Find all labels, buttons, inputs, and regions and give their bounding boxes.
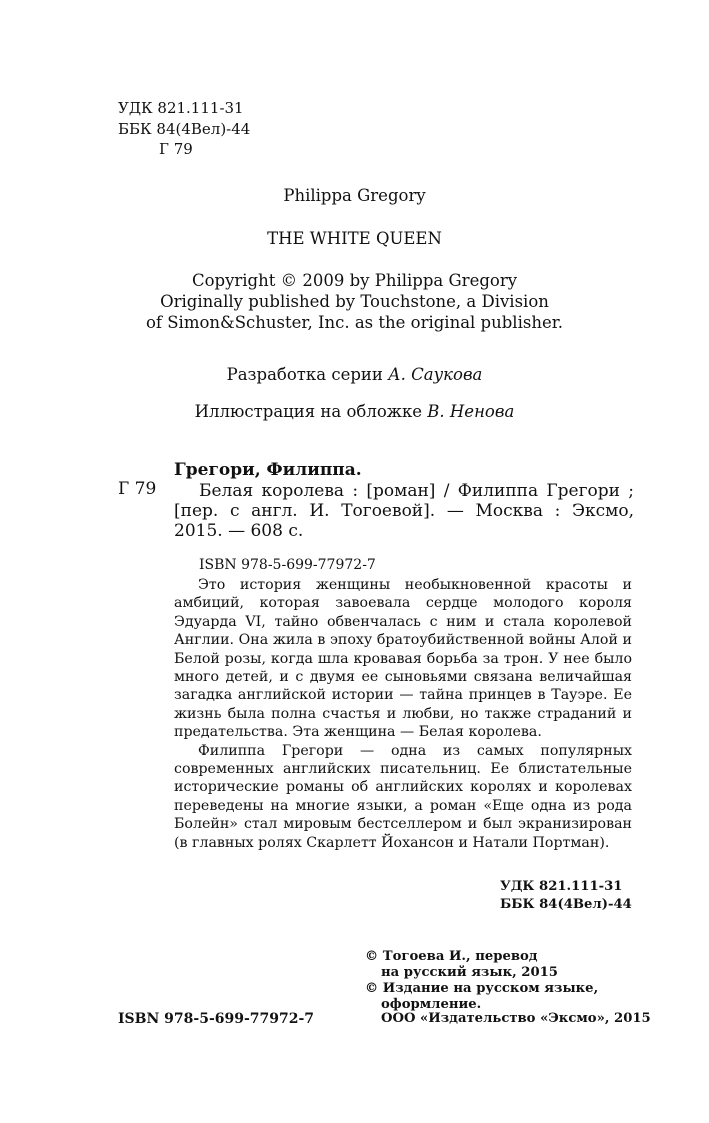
copyright-edition-1: © Издание на русском языке,	[365, 981, 599, 996]
udk-code: УДК 821.111-31	[118, 99, 244, 117]
copyright-line-1: Copyright © 2009 by Philippa Gregory	[191, 271, 518, 290]
bbk-code-bottom: ББК 84(4Вел)-44	[500, 897, 632, 912]
copyright-edition-3: ООО «Издательство «Эксмо», 2015	[381, 1011, 651, 1026]
original-title: THE WHITE QUEEN	[267, 229, 442, 248]
annotation-paragraph-2: Филиппа Грегори — одна из самых популярных современных английских писательниц. Ее блистательные исторические романы об английских королях и королевах переведены на многие языки, а роман «Еще одна из рода Болейн» стал мировым бестселлером и был экранизирован (в главных ролях Скарлетт Йохансон и Натали Портман).	[174, 742, 632, 851]
udk-code-bottom: УДК 821.111-31	[500, 879, 623, 894]
series-credit-name: А. Саукова	[388, 365, 483, 384]
cover-credit-name: В. Ненова	[427, 402, 515, 421]
bib-line-3: 2015. — 608 с.	[174, 521, 304, 541]
annotation	[174, 576, 632, 852]
series-credit-label: Разработка серии	[226, 365, 383, 384]
bib-line-1: Белая королева : [роман] / Филиппа Грегори ;	[199, 481, 634, 501]
original-author: Philippa Gregory	[283, 186, 426, 205]
footer-isbn: ISBN 978-5-699-77972-7	[118, 1011, 315, 1027]
bib-mark: Г 79	[118, 479, 157, 499]
annotation-paragraph-1: Это история женщины необыкновенной красоты и амбиций, которая завоевала сердце молодого короля Эдуарда VI, тайно обвенчалась с ним и стала королевой Англии. Она жила в эпоху братоубийственной войны Алой и Белой розы, когда шла кровавая борьба за трон. У нее было много детей, и с двумя ее сыновьями связана величайшая загадка английской истории — тайна принцев в Тауэре. Ее жизнь была полна счастья и любви, но также страданий и предательства. Эта женщина — Белая королева.	[174, 577, 632, 741]
cover-credit-label: Иллюстрация на обложке	[194, 402, 423, 421]
copyright-line-2: Originally published by Touchstone, a Division	[160, 292, 549, 311]
copyright-translation-2: на русский язык, 2015	[381, 965, 558, 980]
copyright-translation-1: © Тогоева И., перевод	[365, 949, 538, 964]
bib-isbn: ISBN 978-5-699-77972-7	[199, 557, 376, 573]
bib-heading: Грегори, Филиппа.	[174, 460, 362, 480]
copyright-line-3: of Simon&Schuster, Inc. as the original publisher.	[145, 313, 564, 332]
series-credit	[0, 367, 709, 384]
bbk-code: ББК 84(4Вел)-44	[118, 120, 251, 138]
author-mark: Г 79	[159, 140, 193, 158]
cover-credit	[0, 404, 709, 421]
copyright-edition-2: оформление.	[381, 997, 482, 1012]
bib-line-2: [пер. с англ. И. Тогоевой]. — Москва : Эксмо,	[174, 501, 634, 521]
